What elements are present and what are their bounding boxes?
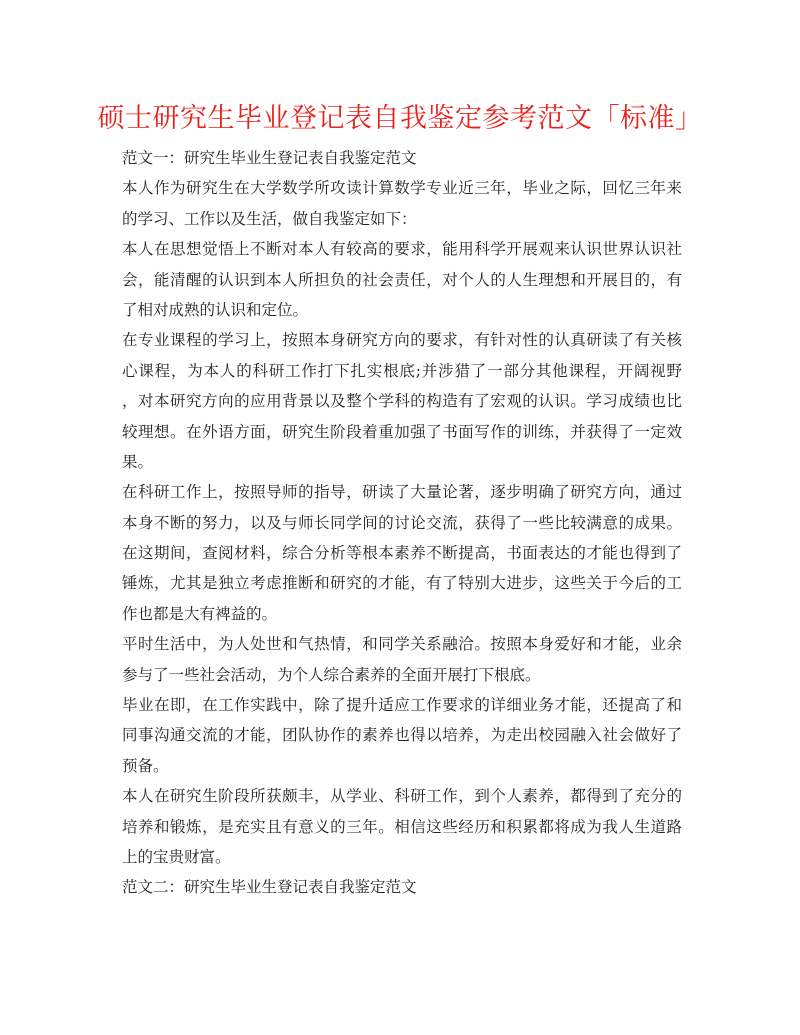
text-line: 毕业在即，在工作实践中，除了提升适应工作要求的详细业务才能，还提高了和 — [122, 696, 682, 715]
text-line: 果。 — [122, 452, 154, 471]
text-line: 较理想。在外语方面，研究生阶段着重加强了书面写作的训练，并获得了一定效 — [122, 422, 682, 441]
document-body — [122, 143, 682, 903]
text-line: 平时生活中，为人处世和气热情，和同学关系融洽。按照本身爱好和才能，业余 — [122, 635, 682, 654]
text-line: 在这期间，查阅材料，综合分析等根本素养不断提高，书面表达的才能也得到了 — [122, 544, 682, 563]
text-line: 范文二：研究生毕业生登记表自我鉴定范文 — [122, 878, 417, 897]
text-line: ，对本研究方向的应用背景以及整个学科的构造有了宏观的认识。学习成绩也比 — [122, 392, 682, 411]
text-line: 本身不断的努力，以及与师长同学间的讨论交流，获得了一些比较满意的成果。 — [122, 513, 682, 532]
text-line: 范文一：研究生毕业生登记表自我鉴定范文 — [122, 149, 417, 167]
text-line: 在专业课程的学习上，按照本身研究方向的要求，有针对性的认真研读了有关核 — [122, 331, 682, 350]
text-line: 参与了一些社会活动，为个人综合素养的全面开展打下根底。 — [122, 665, 541, 684]
text-line: 心课程，为本人的科研工作打下扎实根底;并涉猎了一部分其他课程，开阔视野 — [122, 361, 682, 380]
text-line: 本人作为研究生在大学数学所攻读计算数学专业近三年，毕业之际，回忆三年来 — [122, 179, 682, 198]
text-line: 本人在思想觉悟上不断对本人有较高的要求，能用科学开展观来认识世界认识社 — [122, 240, 682, 259]
text-line: 本人在研究生阶段所获颇丰，从学业、科研工作，到个人素养，都得到了充分的 — [122, 787, 682, 806]
text-line: 预备。 — [122, 756, 169, 775]
text-line: 锤炼，尤其是独立考虑推断和研究的才能，有了特别大进步，这些关于今后的工 — [122, 574, 682, 593]
text-line: 上的宝贵财富。 — [122, 847, 231, 866]
text-line: 会，能清醒的认识到本人所担负的社会责任，对个人的人生理想和开展目的，有 — [122, 270, 682, 289]
text-line: 了相对成熟的认识和定位。 — [122, 300, 309, 319]
text-line: 的学习、工作以及生活，做自我鉴定如下： — [122, 209, 417, 228]
text-line: 同事沟通交流的才能，团队协作的素养也得以培养，为走出校园融入社会做好了 — [122, 726, 682, 745]
text-line: 培养和锻炼，是充实且有意义的三年。相信这些经历和积累都将成为我人生道路 — [122, 817, 682, 836]
text-line: 作也都是大有裨益的。 — [122, 604, 278, 623]
text-line: 在科研工作上，按照导师的指导，研读了大量论著，逐步明确了研究方向，通过 — [122, 483, 682, 502]
document-title: 硕士研究生毕业登记表自我鉴定参考范文「标准」 — [97, 103, 703, 134]
